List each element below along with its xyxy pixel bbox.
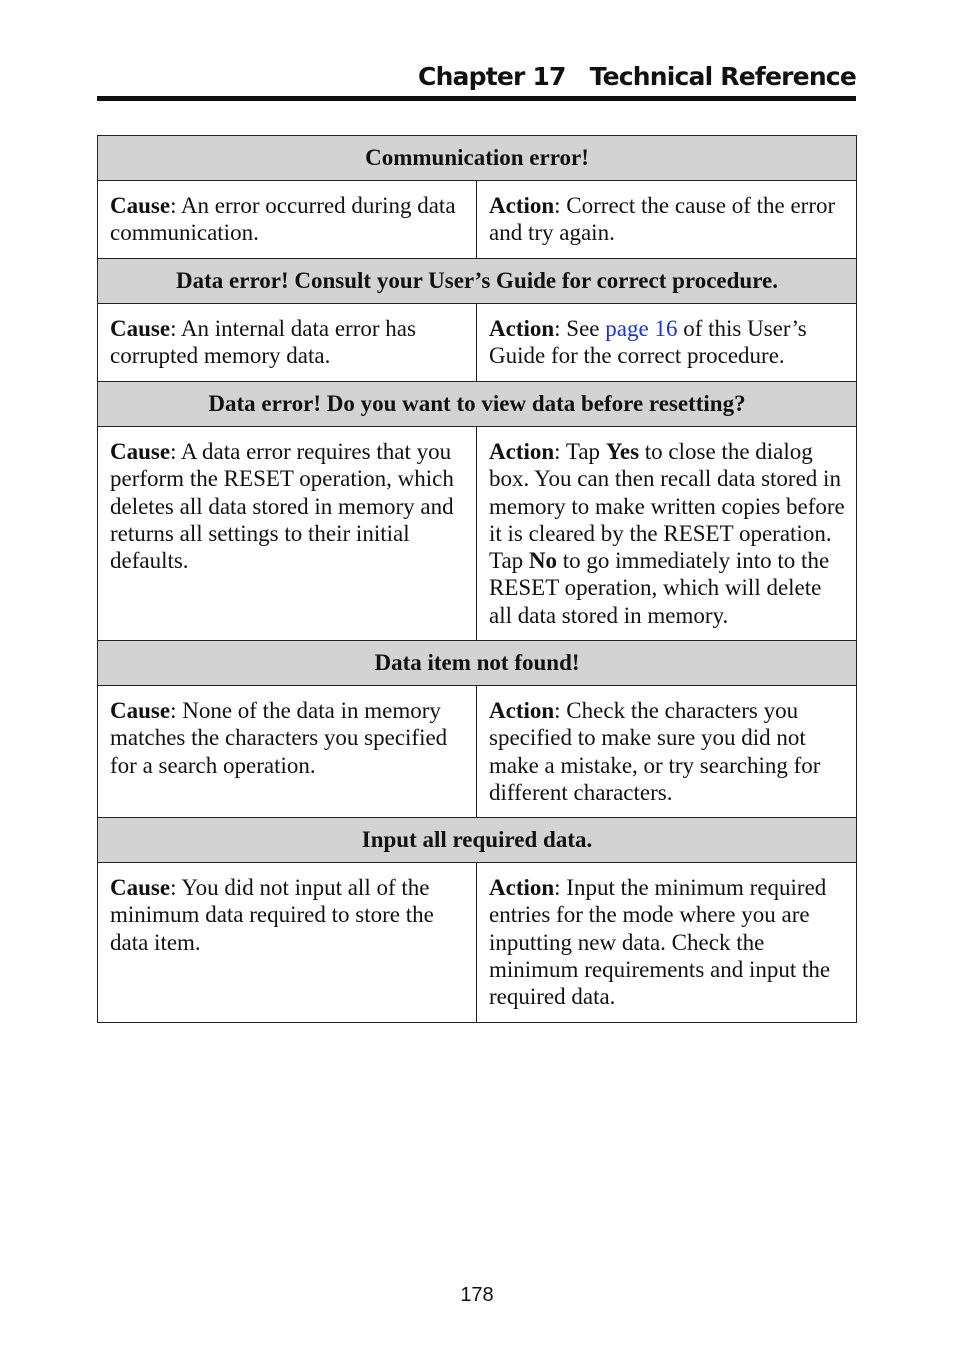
error-title: Input all required data.	[98, 818, 857, 863]
cause-label: Cause	[110, 875, 171, 900]
cause-text: : An error occurred during data communication.	[110, 193, 456, 246]
cause-label: Cause	[110, 698, 171, 723]
cause-label: Cause	[110, 439, 171, 464]
cause-text: : None of the data in memory matches the characters you specified for a search operation.	[110, 698, 448, 778]
error-detail-row	[98, 181, 857, 259]
cause-cell	[98, 686, 477, 818]
cause-label: Cause	[110, 193, 171, 218]
cause-text: : A data error requires that you perform the RESET operation, which deletes all data stored in memory and returns all settings to their initial defaults.	[110, 439, 454, 574]
action-text: : Input the minimum required entries for the mode where you are inputting new data. Check the minimum requirements and input the required data.	[489, 875, 831, 1010]
cause-label: Cause	[110, 316, 171, 341]
action-cell	[477, 863, 857, 1023]
error-detail-row	[98, 304, 857, 382]
error-detail-row	[98, 427, 857, 641]
error-detail-row	[98, 863, 857, 1023]
page-number: 178	[460, 1284, 494, 1306]
yes-keyword: Yes	[605, 439, 640, 464]
no-keyword: No	[528, 548, 558, 574]
action-cell	[477, 304, 857, 382]
chapter-title: Technical Reference	[589, 62, 856, 91]
error-title-row	[98, 259, 857, 304]
action-text: : Check the characters you specified to make sure you did not make a mistake, or try searching for different characters.	[489, 698, 821, 805]
action-text-3: to go immediately into to the RESET operation, which will delete all data stored in memory.	[489, 548, 830, 628]
cause-cell	[98, 863, 477, 1023]
action-label: Action	[489, 193, 555, 218]
action-text-start: : See	[554, 316, 606, 341]
cause-text: : An internal data error has corrupted memory data.	[110, 316, 416, 369]
action-text-end: of this User’s Guide for the correct procedure.	[489, 316, 807, 369]
cause-cell	[98, 181, 477, 259]
action-label: Action	[489, 439, 555, 464]
error-title: Data error! Consult your User’s Guide for correct procedure.	[98, 259, 857, 304]
action-cell	[477, 427, 857, 641]
action-text-2: to close the dialog box. You can then recall data stored in memory to make written copies before it is cleared by the RESET operation. Tap	[489, 439, 845, 574]
cause-cell	[98, 304, 477, 382]
error-title-row	[98, 818, 857, 863]
error-title: Data item not found!	[98, 641, 857, 686]
page-link[interactable]: page 16	[605, 316, 678, 341]
error-title: Data error! Do you want to view data before resetting?	[98, 382, 857, 427]
action-cell	[477, 181, 857, 259]
error-title-row	[98, 641, 857, 686]
error-messages-table	[97, 135, 857, 1023]
action-text-1: : Tap	[554, 439, 606, 464]
error-title-row	[98, 382, 857, 427]
action-text: : Correct the cause of the error and try again.	[489, 193, 836, 246]
error-detail-row	[98, 686, 857, 818]
action-label: Action	[489, 698, 555, 723]
error-title: Communication error!	[98, 136, 857, 181]
page-header	[97, 58, 856, 96]
action-cell	[477, 686, 857, 818]
error-title-row	[98, 136, 857, 181]
cause-text: : You did not input all of the minimum data required to store the data item.	[110, 875, 434, 955]
chapter-label: Chapter 17	[418, 62, 566, 91]
header-rule	[97, 96, 856, 101]
action-label: Action	[489, 875, 555, 900]
cause-cell	[98, 427, 477, 641]
action-label: Action	[489, 316, 555, 341]
